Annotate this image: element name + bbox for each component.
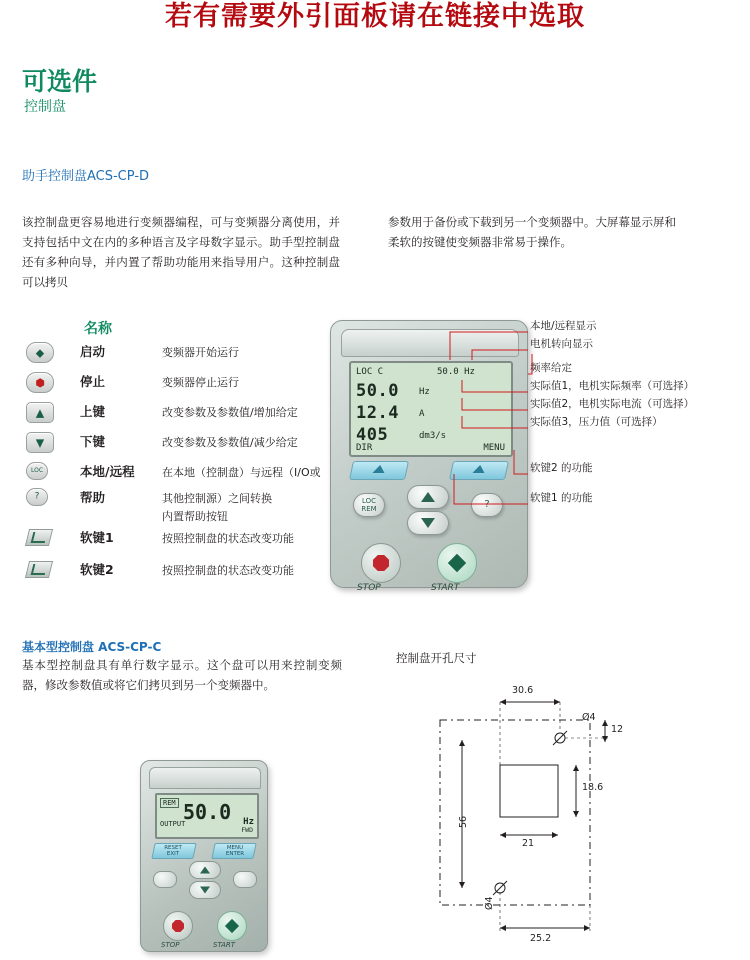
loc-rem-key-icon: LOC bbox=[26, 462, 52, 482]
callout-2: 频率给定 bbox=[530, 362, 572, 374]
assistant-paragraph-right: 参数用于备份或下载到另一个变频器中。大屏幕显示屏和柔软的按键使变频器非常易于操作。 bbox=[388, 215, 676, 249]
stop-key-icon: ⬢ bbox=[26, 372, 52, 392]
basic-panel-lcd bbox=[155, 793, 259, 839]
dimension-drawing-title: 控制盘开孔尺寸 bbox=[396, 651, 477, 665]
basic-lcd-direction: FWD bbox=[241, 826, 253, 834]
basic-dir-button[interactable] bbox=[233, 871, 257, 888]
legend-row-softkey1 bbox=[22, 526, 352, 556]
start-key-icon: ◆ bbox=[26, 342, 52, 362]
dim-hole-dia-top: Ø4 bbox=[582, 712, 596, 723]
legend-name-4: 本地/远程 bbox=[80, 464, 135, 479]
down-key-icon: ▼ bbox=[26, 432, 52, 452]
basic-start-button[interactable] bbox=[217, 911, 247, 941]
basic-stop-label: STOP bbox=[161, 941, 180, 949]
callout-0: 本地/远程显示 bbox=[530, 320, 597, 332]
legend-desc-1: 变频器停止运行 bbox=[162, 376, 239, 389]
legend-name-7: 软键2 bbox=[80, 562, 114, 577]
dimension-drawing-svg bbox=[400, 680, 730, 955]
page-banner-title: 若有需要外引面板请在链接中选取 bbox=[165, 1, 585, 32]
panel-cutout-dimension-drawing bbox=[400, 680, 730, 955]
panel-loc-rem-button[interactable] bbox=[353, 493, 385, 517]
basic-down-button[interactable] bbox=[189, 881, 221, 899]
basic-lcd-rem: REM bbox=[160, 798, 179, 808]
dim-bottom-width: 25.2 bbox=[530, 933, 552, 944]
basic-panel-top-bezel bbox=[149, 767, 261, 789]
basic-softkey-right-label: MENU ENTER bbox=[225, 845, 245, 857]
legend-desc-2: 改变参数及参数值/增加给定 bbox=[162, 406, 298, 419]
legend-desc-0: 变频器开始运行 bbox=[162, 346, 239, 359]
lcd-actual-value-1: 50.0 bbox=[356, 381, 399, 401]
legend-desc-5: 其他控制源）之间转换 bbox=[162, 492, 272, 505]
basic-control-panel-image bbox=[140, 760, 270, 955]
callout-1: 电机转向显示 bbox=[530, 338, 593, 350]
help-key-icon: ? bbox=[26, 488, 52, 508]
legend-row-start bbox=[22, 340, 352, 370]
legend-name-6: 软键1 bbox=[80, 530, 114, 545]
callout-5: 实际值3，压力值（可选择） bbox=[530, 416, 663, 428]
legend-name-5: 帮助 bbox=[80, 490, 106, 505]
lcd-loc-indicator: LOC C bbox=[356, 367, 384, 377]
softkey-1-button[interactable] bbox=[349, 461, 409, 480]
lcd-actual-value-2: 12.4 bbox=[356, 403, 399, 423]
dim-inner-height: 18.6 bbox=[582, 782, 604, 793]
legend-row-softkey2 bbox=[22, 558, 352, 588]
legend-name-3: 下键 bbox=[80, 434, 106, 449]
legend-row-down bbox=[22, 430, 352, 460]
basic-stop-button[interactable] bbox=[163, 911, 193, 941]
legend-desc-4: 在本地（控制盘）与远程（I/O或 bbox=[162, 466, 321, 479]
panel-start-label: START bbox=[431, 583, 460, 593]
legend-desc-7: 按照控制盘的状态改变功能 bbox=[162, 564, 294, 577]
assistant-panel-heading: 助手控制盘ACS-CP-D bbox=[22, 169, 150, 184]
dim-left-height: 56 bbox=[458, 815, 469, 828]
basic-start-label: START bbox=[213, 941, 236, 949]
legend-row-stop bbox=[22, 370, 352, 400]
panel-stop-label: STOP bbox=[357, 583, 381, 593]
basic-stop-hex-icon bbox=[172, 920, 184, 932]
lcd-actual-value-3: 405 bbox=[356, 425, 389, 445]
callout-leader-lines bbox=[410, 322, 640, 532]
basic-start-diamond-icon bbox=[225, 919, 239, 933]
legend-desc-help-extra: 内置帮助按钮 bbox=[162, 510, 228, 523]
callout-6: 软键2 的功能 bbox=[530, 462, 593, 474]
lcd-softkey1-label: DIR bbox=[356, 443, 373, 453]
basic-softkey-left-label: RESET EXIT bbox=[164, 845, 182, 857]
basic-loc-rem-button[interactable] bbox=[153, 871, 177, 888]
loc-rem-button-label: LOC REM bbox=[361, 497, 377, 513]
basic-up-button[interactable] bbox=[189, 861, 221, 879]
basic-panel-paragraph: 基本型控制盘具有单行数字显示。这个盘可以用来控制变频器，修改参数值或将它们拷贝到另一个变频器中。 bbox=[22, 658, 342, 692]
lcd-freq-reference: 50.0 Hz bbox=[437, 367, 475, 377]
basic-panel-heading: 基本型控制盘 ACS-CP-C bbox=[22, 640, 162, 654]
section-title-optional: 可选件 bbox=[22, 67, 98, 96]
section-subtitle-control-panel: 控制盘 bbox=[24, 99, 66, 115]
callout-3: 实际值1，电机实际频率（可选择） bbox=[530, 380, 695, 392]
lcd-actual-unit-3: dm3/s bbox=[419, 431, 447, 441]
soft-key-2-icon bbox=[26, 560, 52, 580]
lcd-actual-unit-2: A bbox=[419, 409, 425, 419]
stop-hex-icon bbox=[373, 555, 389, 571]
start-diamond-icon bbox=[448, 554, 466, 572]
legend-header-name: 名称 bbox=[84, 321, 112, 337]
help-button-label: ? bbox=[484, 499, 490, 510]
panel-start-button[interactable] bbox=[437, 543, 477, 583]
legend-desc-3: 改变参数及参数值/减少给定 bbox=[162, 436, 298, 449]
dim-right-small: 12 bbox=[611, 724, 624, 735]
basic-lcd-unit: Hz bbox=[243, 817, 254, 827]
legend-desc-6: 按照控制盘的状态改变功能 bbox=[162, 532, 294, 545]
dim-inner-width: 21 bbox=[522, 838, 535, 849]
basic-lcd-output: OUTPUT bbox=[160, 820, 186, 828]
dim-top-width: 30.6 bbox=[512, 685, 534, 696]
lcd-actual-unit-1: Hz bbox=[419, 387, 430, 397]
assistant-paragraph-left: 该控制盘更容易地进行变频器编程，可与变频器分离使用，并支持包括中文在内的多种语言及字母数字显示。助手型控制盘还有多种向导，并内置了帮助功能用来指导用户。这种控制盘可以拷贝 bbox=[22, 215, 340, 289]
basic-lcd-value: 50.0 bbox=[183, 800, 232, 824]
legend-row-up bbox=[22, 400, 352, 430]
legend-row-help bbox=[22, 486, 352, 523]
legend-name-1: 停止 bbox=[80, 374, 106, 389]
legend-name-2: 上键 bbox=[80, 404, 106, 419]
callout-4: 实际值2，电机实际电流（可选择） bbox=[530, 398, 695, 410]
legend-name-0: 启动 bbox=[80, 344, 106, 359]
callout-7: 软键1 的功能 bbox=[530, 492, 593, 504]
panel-stop-button[interactable] bbox=[361, 543, 401, 583]
lcd-softkey2-label: MENU bbox=[483, 443, 505, 453]
dim-hole-dia-bottom: Ø4 bbox=[484, 896, 495, 910]
up-key-icon: ▲ bbox=[26, 402, 52, 422]
soft-key-1-icon bbox=[26, 528, 52, 548]
